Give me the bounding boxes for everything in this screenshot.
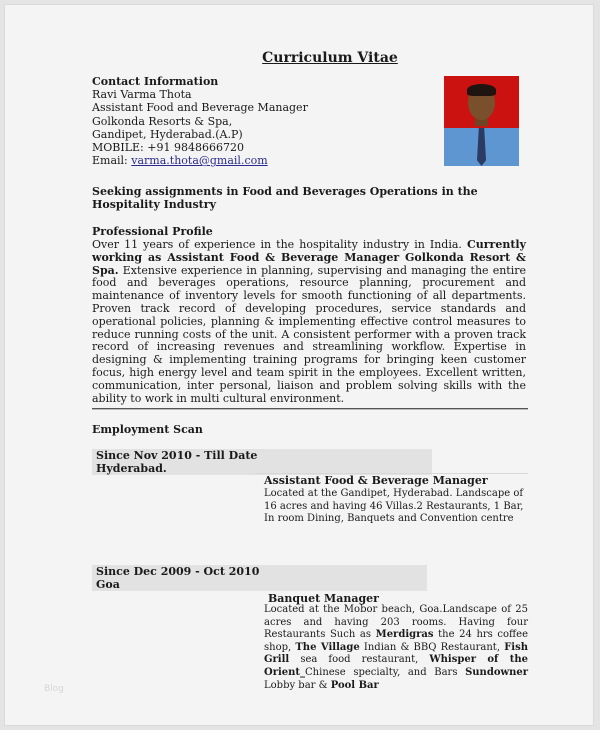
desc-bold: Fish Grill bbox=[264, 641, 528, 666]
desc-text: sea food restaurant, bbox=[289, 654, 430, 666]
profile-photo bbox=[444, 76, 519, 166]
contact-block bbox=[92, 75, 308, 167]
email-label: Email: bbox=[92, 154, 132, 168]
job-role: Banquet Manager bbox=[268, 592, 379, 605]
desc-bold: Pool Bar bbox=[330, 679, 379, 691]
job-description bbox=[264, 604, 528, 692]
desc-text: Located at the Mobor beach, Goa.Landscape of 25 acres and having 203 rooms. Having four Restaurants Such as bbox=[264, 604, 528, 641]
desc-text: Indian & BBQ Restaurant, bbox=[359, 641, 505, 653]
desc-bold: Merdigras bbox=[375, 629, 434, 641]
desc-text: Lobby bar & bbox=[264, 679, 331, 691]
job-header-2 bbox=[92, 565, 427, 591]
email-link[interactable]: varma.thota@gmail.com bbox=[131, 154, 268, 168]
job-period: Since Nov 2010 - Till Date bbox=[96, 449, 258, 462]
contact-email-row bbox=[92, 154, 308, 167]
section-divider bbox=[92, 408, 528, 410]
contact-company: Golkonda Resorts & Spa, bbox=[92, 114, 233, 128]
employment-heading: Employment Scan bbox=[92, 423, 203, 436]
job-place: Hyderabad. bbox=[96, 462, 167, 475]
contact-location: Gandipet, Hyderabad.(A.P) bbox=[92, 127, 243, 141]
profile-current: Currently working as Assistant Food & Beverage Manager Golkonda Resort & Spa. bbox=[92, 238, 526, 277]
job-description: Located at the Gandipet, Hyderabad. Landscape of 16 acres and having 46 Villas.2 Restaurants, 1 Bar, In room Dining, Banquets and Convention centre bbox=[264, 488, 524, 525]
contact-mobile: MOBILE: +91 9848666720 bbox=[92, 141, 244, 155]
desc-bold: The Village bbox=[295, 641, 360, 653]
profile-heading: Professional Profile bbox=[92, 225, 213, 238]
job-role: Assistant Food & Beverage Manager bbox=[264, 474, 488, 487]
contact-name: Ravi Varma Thota bbox=[92, 88, 192, 102]
profile-intro: Over 11 years of experience in the hospitality industry in India. bbox=[92, 238, 467, 251]
desc-text: the 24 hrs coffee shop, bbox=[264, 629, 528, 653]
document-title: Curriculum Vitae bbox=[262, 50, 398, 66]
job-period: Since Dec 2009 - Oct 2010 bbox=[96, 565, 260, 578]
contact-position: Assistant Food and Beverage Manager bbox=[92, 101, 308, 115]
desc-bold: Sundowner bbox=[465, 666, 528, 678]
profile-body: Extensive experience in planning, supervising and managing the entire food and beverages operations, resource planning, procurement and maintenance of inventory levels for smooth functioning of all departments. Proven track record of developing procedures, service standards and operational policies, planning & implementing effective control measures to reduce running costs of the unit. A consistent performer with a proven track record of increasing revenues and streamlining workflow. Expertise in designing & implementing training programs for bringing keen customer focus, high energy level and team spirit in the employees. Excellent written, communication, inter personal, liaison and problem solving skills with the ability to work in multi cultural environment. bbox=[92, 263, 526, 405]
job-header-1 bbox=[92, 449, 432, 475]
desc-bold: Whisper of the Orient_ bbox=[264, 654, 528, 678]
job-place: Goa bbox=[96, 578, 120, 591]
document-page bbox=[4, 4, 594, 726]
desc-text: Chinese specialty, and Bars bbox=[305, 666, 466, 678]
objective: Seeking assignments in Food and Beverages Operations in the Hospitality Industry bbox=[92, 185, 478, 211]
profile-text bbox=[92, 239, 526, 405]
photo-hair bbox=[467, 84, 496, 96]
contact-heading: Contact Information bbox=[92, 75, 219, 88]
watermark: Blog bbox=[44, 684, 64, 694]
